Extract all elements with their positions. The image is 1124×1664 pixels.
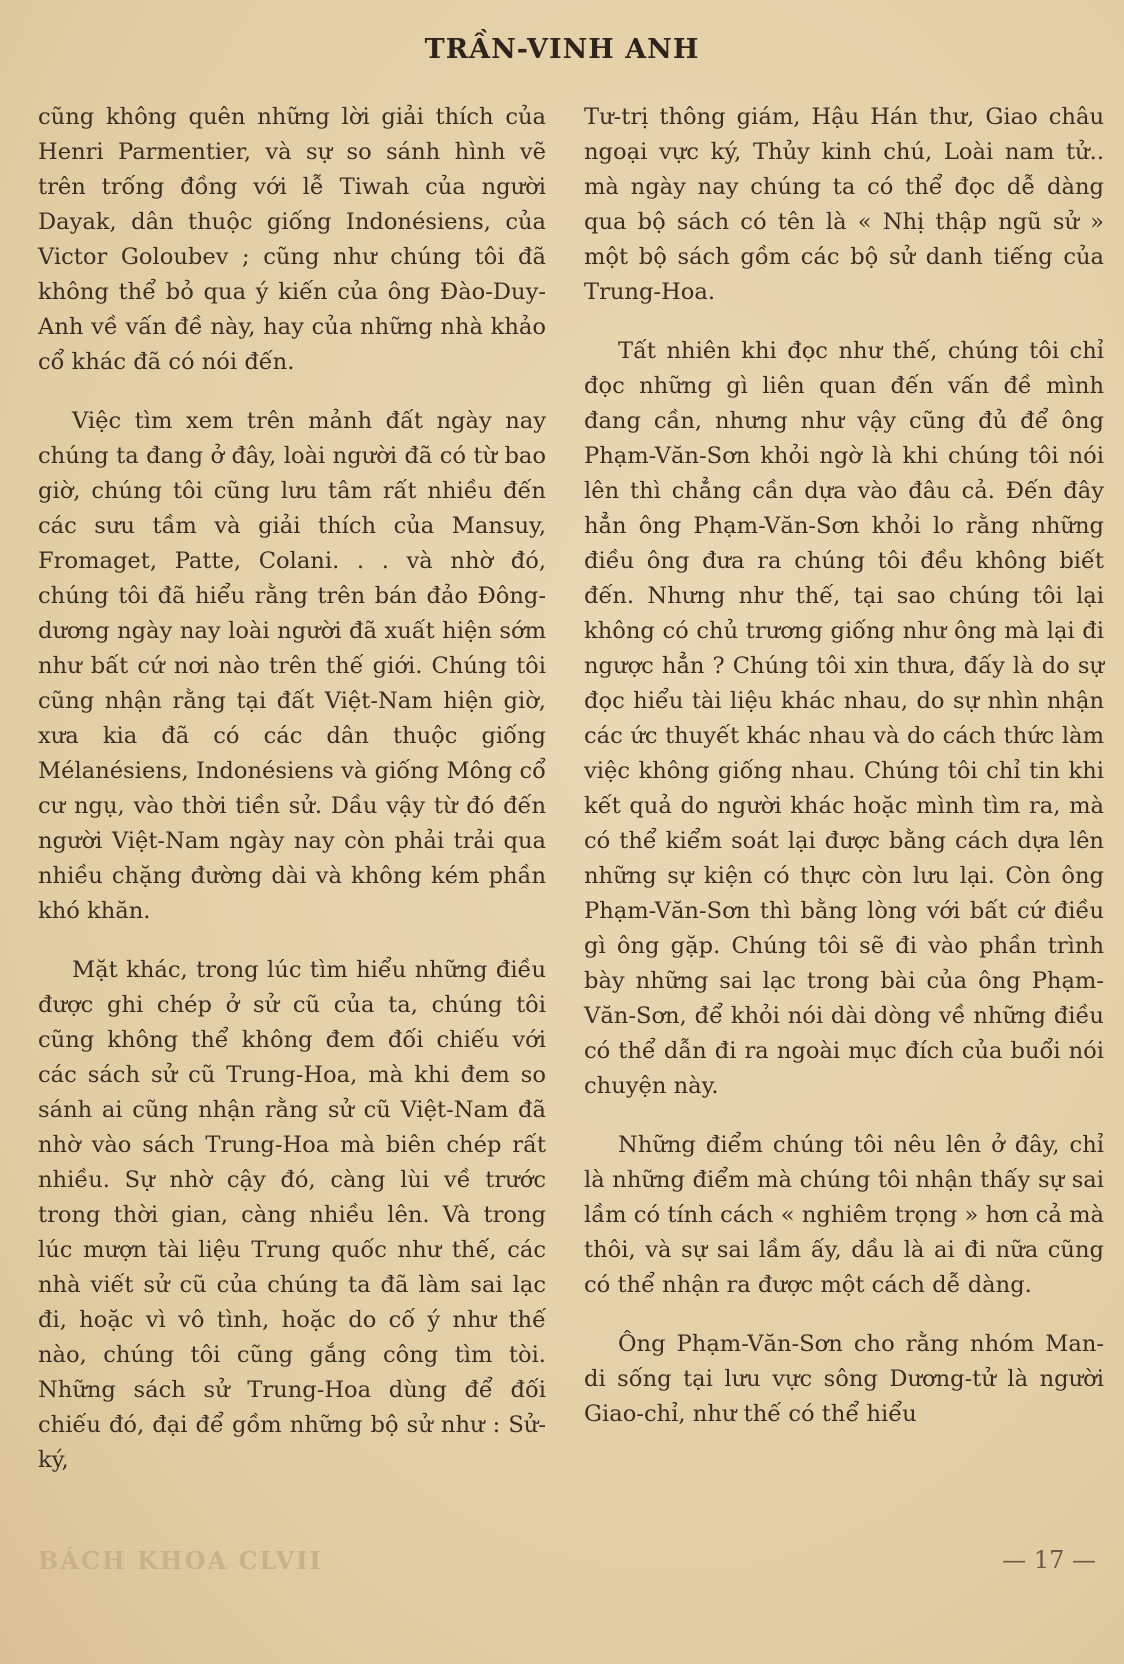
- left-paragraph-3: Mặt khác, trong lúc tìm hiểu những điều được ghi chép ở sử cũ của ta, chúng tôi cũng không thể không đem đối chiếu với các sách sử cũ Trung-Hoa, mà khi đem so sánh ai cũng nhận rằng sử cũ Việt-Nam đã nhờ vào sách Trung-Hoa mà biên chép rất nhiều. Sự nhờ cậy đó, càng lùi về trước trong thời gian, càng nhiều lên. Và trong lúc mượn tài liệu Trung quốc như thế, các nhà viết sử cũ của chúng ta đã làm sai lạc đi, hoặc vì vô tình, hoặc do cố ý như thế nào, chúng tôi cũng gắng công tìm tòi. Những sách sử Trung-Hoa dùng để đối chiếu đó, đại để gồm những bộ sử như : Sử-ký,: [38, 957, 546, 1473]
- left-paragraph-1: cũng không quên những lời giải thích của Henri Parmentier, và sự so sánh hình vẽ trên trống đồng với lễ Tiwah của người Dayak, dân thuộc giống Indonésiens, của Victor Goloubev ; cũng như chúng tôi đã không thể bỏ qua ý kiến của ông Đào-Duy-Anh về vấn đề này, hay của những nhà khảo cổ khác đã có nói đến.: [38, 104, 546, 375]
- right-paragraph-1: Tư-trị thông giám, Hậu Hán thư, Giao châu ngoại vực ký, Thủy kinh chú, Loài nam tử.. mà ngày nay chúng ta có thể đọc dễ dàng qua bộ sách có tên là « Nhị thập ngũ sử » một bộ sách gồm các bộ sử danh tiếng của Trung-Hoa.: [584, 104, 1104, 305]
- right-paragraph-2: Tất nhiên khi đọc như thế, chúng tôi chỉ đọc những gì liên quan đến vấn đề mình đang cần, nhưng như vậy cũng đủ để ông Phạm-Văn-Sơn khỏi ngờ là khi chúng tôi nói lên thì chẳng cần dựa vào đâu cả. Đến đây hẳn ông Phạm-Văn-Sơn khỏi lo rằng những điều ông đưa ra chúng tôi đều không biết đến. Nhưng như thế, tại sao chúng tôi lại không có chủ trương giống như ông mà lại đi ngược hẳn ? Chúng tôi xin thưa, đấy là do sự đọc hiểu tài liệu khác nhau, do sự nhìn nhận các ức thuyết khác nhau và do cách thức làm việc không giống nhau. Chúng tôi chỉ tin khi kết quả do người khác hoặc mình tìm ra, mà có thể kiểm soát lại được bằng cách dựa lên những sự kiện có thực còn lưu lại. Còn ông Phạm-Văn-Sơn thì bằng lòng với bất cứ điều gì ông gặp. Chúng tôi sẽ đi vào phần trình bày những sai lạc trong bài của ông Phạm-Văn-Sơn, để khỏi nói dài dòng về những điều có thể dẫn đi ra ngoài mục đích của buổi nói chuyện này.: [584, 338, 1104, 1099]
- left-paragraph-2: Việc tìm xem trên mảnh đất ngày nay chúng ta đang ở đây, loài người đã có từ bao giờ, chúng tôi cũng lưu tâm rất nhiều đến các sưu tầm và giải thích của Mansuy, Fromaget, Patte, Colani. . . và nhờ đó, chúng tôi đã hiểu rằng trên bán đảo Đông-dương ngày nay loài người đã xuất hiện sớm như bất cứ nơi nào trên thế giới. Chúng tôi cũng nhận rằng tại đất Việt-Nam hiện giờ, xưa kia đã có các dân thuộc giống Mélanésiens, Indonésiens và giống Mông cổ cư ngụ, vào thời tiền sử. Dầu vậy từ đó đến người Việt-Nam ngày nay còn phải trải qua nhiều chặng đường dài và không kém phần khó khăn.: [38, 408, 546, 924]
- right-paragraph-3: Những điểm chúng tôi nêu lên ở đây, chỉ là những điểm mà chúng tôi nhận thấy sự sai lầm có tính cách « nghiêm trọng » hơn cả mà thôi, và sự sai lầm ấy, dầu là ai đi nữa cũng có thể nhận ra được một cách dễ dàng.: [584, 1132, 1104, 1298]
- page-number: — 17 —: [1002, 1546, 1096, 1574]
- right-column: [584, 100, 1104, 1432]
- left-column: [38, 100, 546, 1478]
- right-paragraph-4: Ông Phạm-Văn-Sơn cho rằng nhóm Man-di sống tại lưu vực sông Dương-tử là người Giao-chỉ, như thế có thể hiểu: [584, 1331, 1104, 1427]
- journal-footer: BÁCH KHOA CLVII: [38, 1546, 323, 1575]
- running-head: TRẦN-VINH ANH: [424, 34, 700, 65]
